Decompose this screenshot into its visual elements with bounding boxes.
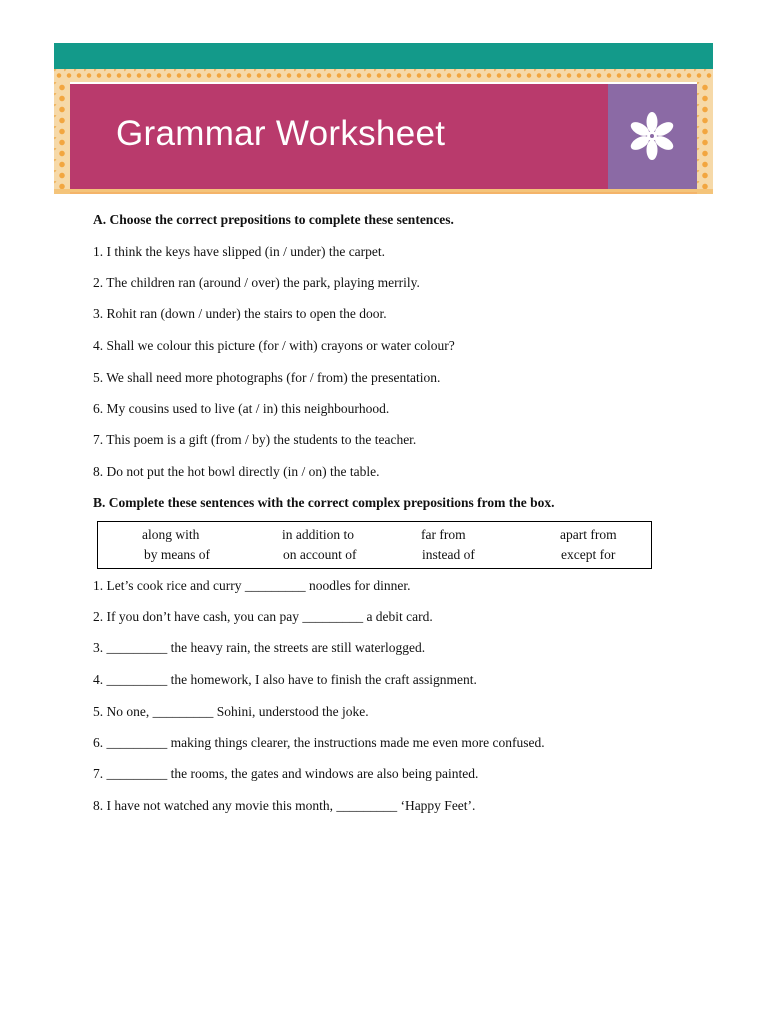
section-a-item: 2. The children ran (around / over) the park, playing merrily. bbox=[93, 275, 420, 290]
section-a-item: 8. Do not put the hot bowl directly (in / on) the table. bbox=[93, 464, 380, 479]
flower-badge bbox=[608, 84, 697, 189]
section-a-item: 6. My cousins used to live (at / in) this neighbourhood. bbox=[93, 401, 390, 416]
word-box-word: apart from bbox=[560, 527, 617, 542]
word-box-word: along with bbox=[142, 527, 200, 542]
word-box-word: in addition to bbox=[282, 527, 354, 542]
section-b-item: 5. No one, _________ Sohini, understood the joke. bbox=[93, 704, 369, 719]
section-b-item: 1. Let’s cook rice and curry _________ noodles for dinner. bbox=[93, 578, 411, 593]
word-box-word: far from bbox=[421, 527, 466, 542]
section-b-item: 3. _________ the heavy rain, the streets are still waterlogged. bbox=[93, 640, 426, 655]
title-banner bbox=[70, 84, 608, 189]
page-title: Grammar Worksheet bbox=[116, 114, 446, 153]
section-b-item: 7. _________ the rooms, the gates and windows are also being painted. bbox=[93, 766, 479, 781]
word-box-word: on account of bbox=[283, 547, 357, 562]
section-b-heading: B. Complete these sentences with the correct complex prepositions from the box. bbox=[93, 495, 555, 510]
section-a-item: 7. This poem is a gift (from / by) the students to the teacher. bbox=[93, 432, 417, 447]
header-teal-bar bbox=[54, 43, 713, 69]
section-b-item: 2. If you don’t have cash, you can pay _________ a debit card. bbox=[93, 609, 433, 624]
word-box bbox=[97, 521, 652, 569]
section-b-item: 8. I have not watched any movie this month, _________ ‘Happy Feet’. bbox=[93, 798, 476, 813]
word-box-word: instead of bbox=[422, 547, 475, 562]
flower-icon bbox=[608, 84, 697, 189]
header-separator bbox=[70, 192, 697, 194]
section-a-heading: A. Choose the correct prepositions to complete these sentences. bbox=[93, 212, 454, 227]
word-box-word: by means of bbox=[144, 547, 210, 562]
header-border-left bbox=[54, 82, 70, 189]
section-b-item: 6. _________ making things clearer, the instructions made me even more confused. bbox=[93, 735, 545, 750]
section-a-item: 1. I think the keys have slipped (in / under) the carpet. bbox=[93, 244, 386, 259]
section-a-item: 5. We shall need more photographs (for / from) the presentation. bbox=[93, 370, 441, 385]
word-box-word: except for bbox=[561, 547, 616, 562]
header-border-top bbox=[54, 69, 713, 82]
header-border-right bbox=[697, 82, 713, 189]
section-a-item: 4. Shall we colour this picture (for / with) crayons or water colour? bbox=[93, 338, 455, 353]
section-a-item: 3. Rohit ran (down / under) the stairs to open the door. bbox=[93, 306, 387, 321]
section-b-item: 4. _________ the homework, I also have to finish the craft assignment. bbox=[93, 672, 477, 687]
